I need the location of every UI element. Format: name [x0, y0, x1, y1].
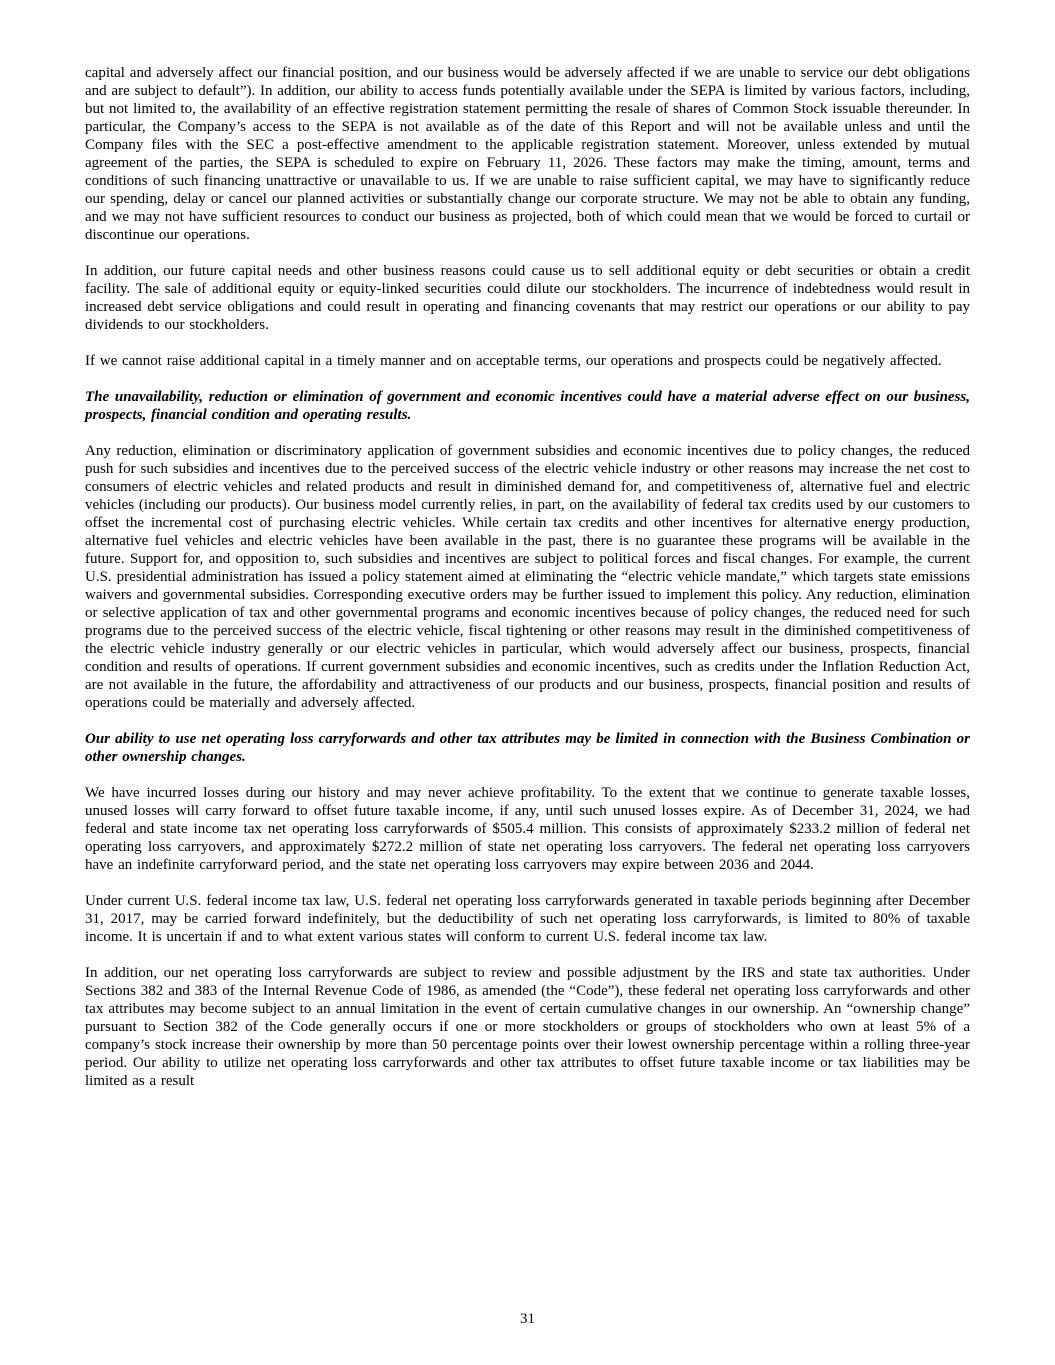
body-paragraph: capital and adversely affect our financial position, and our business would be adversely affected if we are unable to service our debt obligations and are subject to default”). In addition, our ability to access funds potentially available under the SEPA is limited by various factors, including, but not limited to, the availability of an effective registration statement permitting the resale of shares of Common Stock issuable thereunder. In particular, the Company’s access to the SEPA is not available as of the date of this Report and will not be available unless and until the Company files with the SEC a post-effective amendment to the applicable registration statement. Moreover, unless extended by mutual agreement of the parties, the SEPA is scheduled to expire on February 11, 2026. These factors may make the timing, amount, terms and conditions of such financing unattractive or unavailable to us. If we are unable to raise sufficient capital, we may have to significantly reduce our spending, delay or cancel our planned activities or substantially change our corporate structure. We may not be able to obtain any funding, and we may not have sufficient resources to conduct our business as projected, both of which could mean that we would be forced to curtail or discontinue our operations. — [85, 65, 970, 243]
risk-factor-heading: The unavailability, reduction or elimination of government and economic incentives could have a material adverse effect on our business, prospects, financial condition and operating results. — [85, 389, 970, 423]
body-paragraph: In addition, our net operating loss carryforwards are subject to review and possible adjustment by the IRS and state tax authorities. Under Sections 382 and 383 of the Internal Revenue Code of 1986, as amended (the “Code”), these federal net operating loss carryforwards and other tax attributes may become subject to an annual limitation in the event of certain cumulative changes in our ownership. An “ownership change” pursuant to Section 382 of the Code generally occurs if one or more stockholders or groups of stockholders who own at least 5% of a company’s stock increase their ownership by more than 50 percentage points over their lowest ownership percentage within a rolling three-year period. Our ability to utilize net operating loss carryforwards and other tax attributes to offset future taxable income or tax liabilities may be limited as a result — [85, 965, 970, 1089]
body-paragraph: In addition, our future capital needs and other business reasons could cause us to sell additional equity or debt securities or obtain a credit facility. The sale of additional equity or equity-linked securities could dilute our stockholders. The incurrence of indebtedness would result in increased debt service obligations and could result in operating and financing covenants that may restrict our operations or our ability to pay dividends to our stockholders. — [85, 263, 970, 333]
body-paragraph: Under current U.S. federal income tax law, U.S. federal net operating loss carryforwards generated in taxable periods beginning after December 31, 2017, may be carried forward indefinitely, but the deductibility of such net operating loss carryforwards, is limited to 80% of taxable income. It is uncertain if and to what extent various states will conform to current U.S. federal income tax law. — [85, 893, 970, 945]
text-column — [85, 64, 970, 1108]
risk-factor-heading: Our ability to use net operating loss carryforwards and other tax attributes may be limited in connection with the Business Combination or other ownership changes. — [85, 731, 970, 765]
body-paragraph: If we cannot raise additional capital in a timely manner and on acceptable terms, our operations and prospects could be negatively affected. — [85, 353, 942, 369]
body-paragraph: We have incurred losses during our history and may never achieve profitability. To the extent that we continue to generate taxable losses, unused losses will carry forward to offset future taxable income, if any, until such unused losses expire. As of December 31, 2024, we had federal and state income tax net operating loss carryforwards of $505.4 million. This consists of approximately $233.2 million of federal net operating loss carryovers, and approximately $272.2 million of state net operating loss carryovers. The federal net operating loss carryovers have an indefinite carryforward period, and the state net operating loss carryovers may expire between 2036 and 2044. — [85, 785, 970, 873]
page-number: 31 — [520, 1311, 535, 1327]
body-paragraph: Any reduction, elimination or discriminatory application of government subsidies and economic incentives due to policy changes, the reduced push for such subsidies and incentives due to the perceived success of the electric vehicle industry or other reasons may increase the net cost to consumers of electric vehicles and related products and result in diminished demand for, and competitiveness of, alternative fuel and electric vehicles (including our products). Our business model currently relies, in part, on the availability of federal tax credits used by our customers to offset the incremental cost of purchasing electric vehicles. While certain tax credits and other incentives for alternative energy production, alternative fuel vehicles and electric vehicles have been available in the past, there is no guarantee these programs will be available in the future. Support for, and opposition to, such subsidies and incentives are subject to political forces and fiscal changes. For example, the current U.S. presidential administration has issued a policy statement aimed at eliminating the “electric vehicle mandate,” which targets state emissions waivers and governmental subsidies. Corresponding executive orders may be further issued to implement this policy. Any reduction, elimination or selective application of tax and other governmental programs and economic incentives because of policy changes, the reduced need for such programs due to the perceived success of the electric vehicle, fiscal tightening or other reasons may result in the diminished competitiveness of the electric vehicle industry generally or our electric vehicles in particular, which would adversely affect our business, prospects, financial condition and results of operations. If current government subsidies and economic incentives, such as credits under the Inflation Reduction Act, are not available in the future, the affordability and attractiveness of our products and our business, prospects, financial position and results of operations could be materially and adversely affected. — [85, 443, 970, 711]
